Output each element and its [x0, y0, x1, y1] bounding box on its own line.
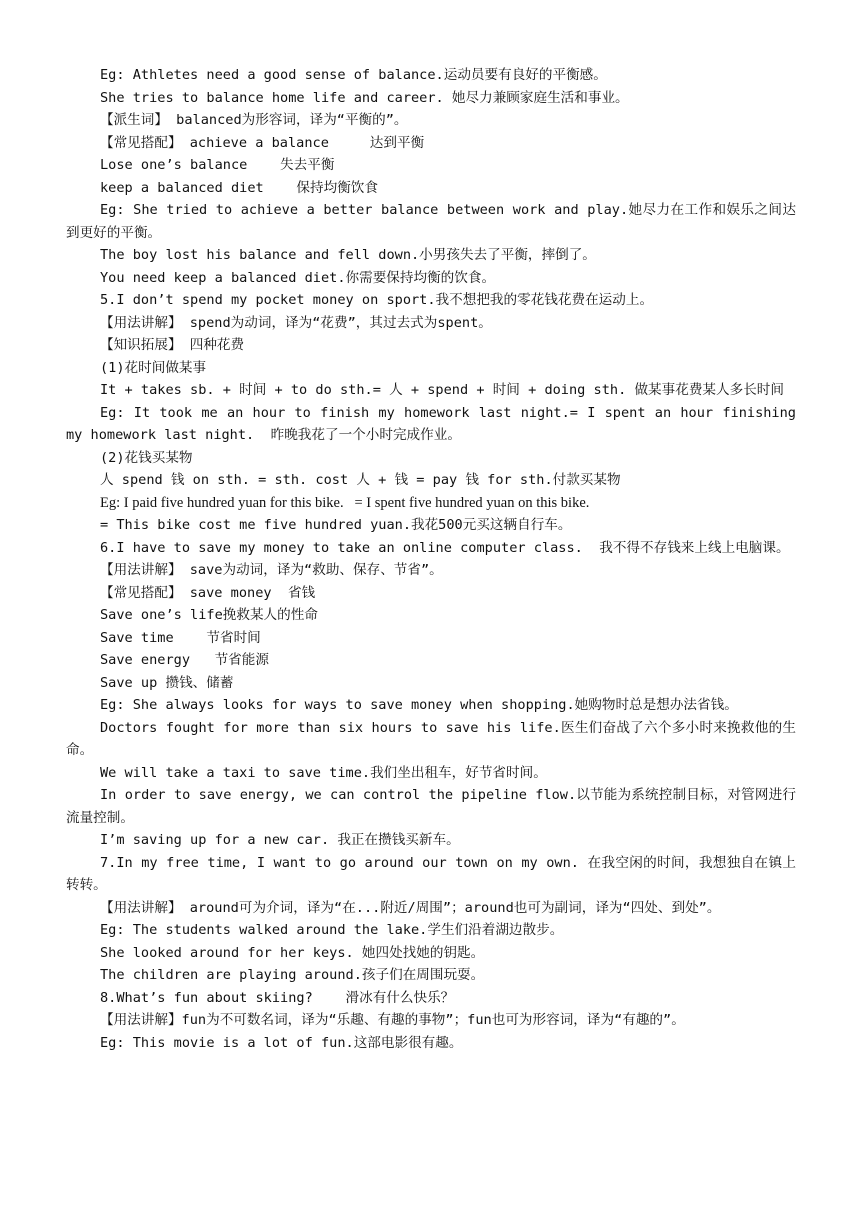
- text-line: Save energy 节省能源: [100, 652, 269, 668]
- text-line: keep a balanced diet 保持均衡饮食: [100, 179, 378, 196]
- text-line: 5.I don’t spend my pocket money on sport.我不想把我的零花钱花费在运动上。: [100, 292, 654, 308]
- text-line: We will take a taxi to save time.我们坐出租车，好节省时间。: [100, 764, 547, 781]
- text-line: (2)花钱买某物: [100, 449, 193, 466]
- text-line: The boy lost his balance and fell down.小男孩失去了平衡，摔倒了。: [100, 247, 596, 263]
- text-line: Eg: Athletes need a good sense of balance.运动员要有良好的平衡感。: [100, 67, 607, 83]
- text-line: In order to save energy, we can control the pipeline flow.以节能为系统控制目标，对管网进行流量控制。: [66, 787, 796, 826]
- text-line: Eg: This movie is a lot of fun.这部电影很有趣。: [100, 1034, 463, 1051]
- text-line: You need keep a balanced diet.你需要保持均衡的饮食。: [100, 269, 496, 286]
- text-line: The children are playing around.孩子们在周围玩耍。: [100, 967, 485, 983]
- text-line: 7.In my free time, I want to go around our town on my own. 在我空闲的时间，我想独自在镇上转转。: [66, 854, 796, 893]
- text-line: 8.What’s fun about skiing? 滑冰有什么快乐？: [100, 989, 455, 1006]
- text-line: She looked around for her keys. 她四处找她的钥匙。: [100, 944, 485, 961]
- text-line: 【用法讲解】 spend为动词，译为“花费”，其过去式为spent。: [100, 314, 492, 331]
- text-line: It + takes sb. + 时间 + to do sth.= 人 + spend + 时间 + doing sth. 做某事花费某人多长时间: [100, 382, 784, 398]
- text-line: Save up 攒钱、储蓄: [100, 674, 234, 691]
- text-line: Save time 节省时间: [100, 629, 261, 646]
- text-line: 【常见搭配】 achieve a balance 达到平衡: [100, 134, 425, 151]
- text-line: 【用法讲解】 around可为介词，译为“在...附近/周围”；around也可为副词，译为“四处、到处”。: [100, 899, 721, 916]
- text-line: 【用法讲解】 save为动词，译为“救助、保存、节省”。: [100, 562, 443, 578]
- text-line: Eg: She always looks for ways to save money when shopping.她购物时总是想办法省钱。: [100, 697, 738, 713]
- text-line: 【常见搭配】 save money 省钱: [100, 584, 316, 601]
- text-line: = This bike cost me five hundred yuan.我花500元买这辆自行车。: [100, 517, 572, 533]
- text-line: 【用法讲解】fun为不可数名词，译为“乐趣、有趣的事物”；fun也可为形容词，译为“有趣的”。: [100, 1012, 685, 1028]
- text-line: 【知识拓展】 四种花费: [100, 337, 245, 353]
- text-line: I’m saving up for a new car. 我正在攒钱买新车。: [100, 832, 460, 848]
- text-line: (1)花时间做某事: [100, 359, 207, 376]
- text-line: 【派生词】 balanced为形容词，译为“平衡的”。: [100, 112, 408, 128]
- text-line: Eg: The students walked around the lake.学生们沿着湖边散步。: [100, 922, 564, 938]
- text-span: Eg: I paid five hundred yuan for this bike. = I spent five hundred yuan on this bike.: [100, 494, 590, 511]
- text-line: Save one’s life挽救某人的性命: [100, 607, 318, 623]
- text-line: Lose one’s balance 失去平衡: [100, 157, 335, 173]
- text-line: She tries to balance home life and career. 她尽力兼顾家庭生活和事业。: [100, 89, 629, 106]
- text-line: [66, 492, 796, 515]
- text-line: Eg: It took me an hour to finish my homework last night.= I spent an hour finishing my homework last night. 昨晚我花了一个小时完成作业。: [66, 404, 805, 443]
- text-line: Eg: She tried to achieve a better balance between work and play.她尽力在工作和娱乐之间达到更好的平衡。: [66, 202, 796, 241]
- text-line: Doctors fought for more than six hours to save his life.医生们奋战了六个多小时来挽救他的生命。: [66, 719, 796, 758]
- text-line: 人 spend 钱 on sth. = sth. cost 人 + 钱 = pay 钱 for sth.付款买某物: [100, 472, 621, 488]
- text-line: 6.I have to save my money to take an online computer class. 我不得不存钱来上线上电脑课。: [100, 539, 790, 556]
